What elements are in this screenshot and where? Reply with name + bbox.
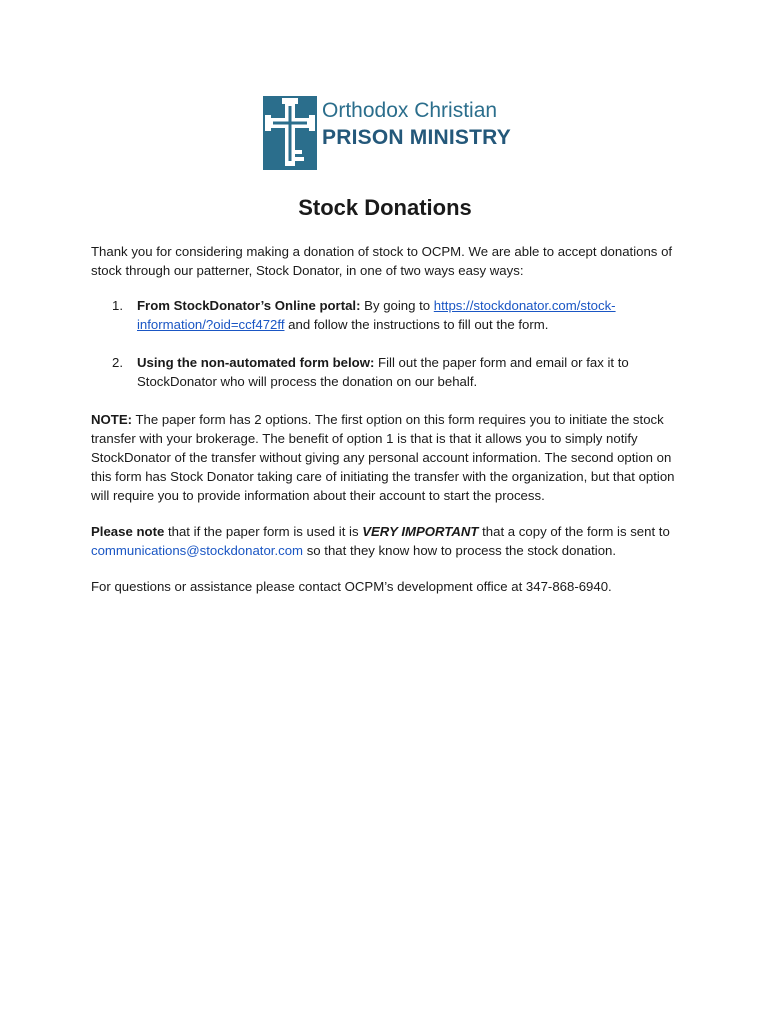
document-body — [91, 242, 691, 613]
step-text: Fill out the paper form and email or fax it to StockDonator who will process the donation on our behalf. — [137, 355, 629, 389]
step-number: 1. — [112, 298, 123, 313]
step-number: 2. — [112, 355, 123, 370]
cross-key-icon — [263, 96, 317, 170]
list-item — [91, 296, 691, 334]
page-title: Stock Donations — [298, 195, 472, 220]
note-text: The paper form has 2 options. The first option on this form requires you to initiate the stock transfer with your brokerage. The benefit of option 1 is that is that it allows you to simply notify StockDonator of the transfer without giving any personal account information. The second option on this form has Stock Donator taking care of initiating the transfer with the organization, but that option will require you to provide information about their account to start the process. — [91, 412, 675, 503]
list-item — [91, 353, 691, 391]
stockdonator-portal-link[interactable]: https://stockdonator.com/stock-information/?oid=ccf472ff — [137, 298, 616, 332]
note-label: NOTE: — [91, 412, 133, 427]
communications-email-link[interactable]: communications@stockdonator.com — [91, 543, 304, 558]
logo-line2: PRISON MINISTRY — [322, 126, 511, 149]
ocpm-logo — [263, 96, 513, 170]
intro-paragraph: Thank you for considering making a donation of stock to OCPM. We are able to accept donations of stock through our patterner, Stock Donator, in one of two ways easy ways: — [91, 244, 673, 278]
logo-line1: Orthodox Christian — [322, 99, 498, 122]
please-note-label: Please note — [91, 524, 165, 539]
donation-steps — [91, 296, 691, 391]
step-lead: Using the non-automated form below: — [137, 355, 375, 370]
note-paragraph — [91, 410, 691, 505]
contact-paragraph: For questions or assistance please contact OCPM’s development office at 347-868-6940. — [91, 579, 612, 594]
step-text: By going to — [360, 298, 434, 313]
please-note-text: that if the paper form is used it is — [164, 524, 363, 539]
very-important-emphasis: VERY IMPORTANT — [362, 524, 479, 539]
please-note-text: so that they know how to process the stock donation. — [303, 543, 617, 558]
step-lead: From StockDonator’s Online portal: — [137, 298, 361, 313]
please-note-paragraph — [91, 522, 691, 560]
step-text: and follow the instructions to fill out the form. — [284, 317, 549, 332]
please-note-text: that a copy of the form is sent to — [478, 524, 670, 539]
